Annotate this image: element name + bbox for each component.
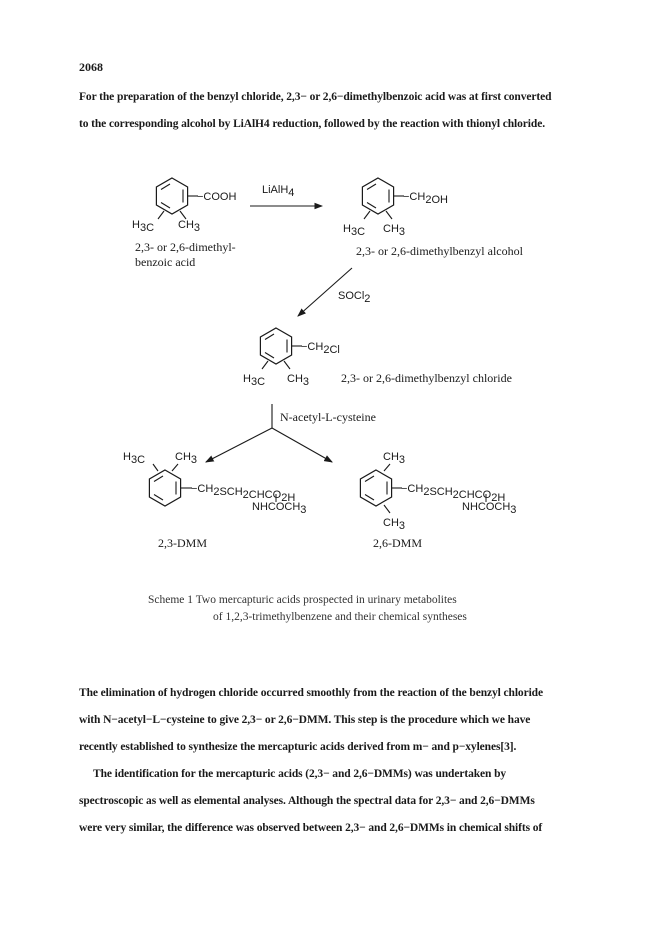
benzoic-acid-structure [132,178,236,234]
side-chain: −CH2SCH2CHCO2H [191,483,296,504]
dmm-23-structure [123,451,306,516]
body-line: were very similar, the difference was observed between 2,3− and 2,6−DMMs in chemical shifts of [79,822,543,834]
start-substituent: −COOH [197,191,237,203]
alcohol-label: 2,3- or 2,6-dimethylbenzyl alcohol [356,244,523,258]
methyl-right: CH3 [287,373,310,388]
benzyl-chloride-structure [243,328,340,388]
dmm-26-label: 2,6-DMM [373,536,423,550]
side-amide: NHCOCH3 [462,501,517,516]
methyl-left: H3C [343,223,366,238]
intro-line: For the preparation of the benzyl chloride, 2,3− or 2,6−dimethylbenzoic acid was at first converted [79,91,552,103]
body-line: recently established to synthesize the mercapturic acids derived from m− and p−xylenes[3]. [79,741,517,753]
intro-paragraph [79,84,599,138]
dmm-26-structure [360,451,516,532]
body-line: The identification for the mercapturic acids (2,3− and 2,6−DMMs) was undertaken by [93,768,507,780]
methyl-left: H3C [132,219,155,234]
methyl-left: H3C [243,373,266,388]
chloride-label: 2,3- or 2,6-dimethylbenzyl chloride [341,371,512,385]
body-line: The elimination of hydrogen chloride occurred smoothly from the reaction of the benzyl chloride [79,687,543,699]
methyl-right: CH3 [178,219,201,234]
reaction-arrow-3b [272,428,332,462]
alcohol-substituent: −CH2OH [403,191,448,206]
body-line: with N−acetyl−L−cysteine to give 2,3− or 2,6−DMM. This step is the procedure which we have [79,714,531,726]
reaction-scheme [0,160,672,630]
intro-line: to the corresponding alcohol by LiAlH4 reduction, followed by the reaction with thionyl chloride. [79,118,545,130]
benzyl-alcohol-structure [343,178,448,238]
reaction-arrow-3a [206,428,272,462]
chloride-substituent: −CH2Cl [301,341,340,356]
body-paragraph [79,680,599,842]
side-amide: NHCOCH3 [252,501,307,516]
methyl-bottom: CH3 [383,517,406,532]
start-label-line-2: benzoic acid [135,255,196,269]
page-number: 2068 [79,60,103,74]
reagent-socl2: SOCl2 [338,290,371,305]
side-chain: −CH2SCH2CHCO2H [401,483,506,504]
reagent-acetylcysteine: N-acetyl-L-cysteine [280,410,376,424]
methyl-left: H3C [123,451,146,466]
reagent-lialh4: LiAlH4 [262,184,295,199]
scheme-caption-line-2: of 1,2,3-trimethylbenzene and their chemical syntheses [213,611,467,623]
methyl-right: CH3 [383,223,406,238]
methyl-top: CH3 [383,451,406,466]
body-line: spectroscopic as well as elemental analyses. Although the spectral data for 2,3− and 2,6−DMMs [79,795,535,807]
methyl-right: CH3 [175,451,198,466]
start-label-line-1: 2,3- or 2,6-dimethyl- [135,240,236,254]
scheme-caption-line-1: Scheme 1 Two mercapturic acids prospected in urinary metabolites [148,594,457,606]
dmm-23-label: 2,3-DMM [158,536,208,550]
